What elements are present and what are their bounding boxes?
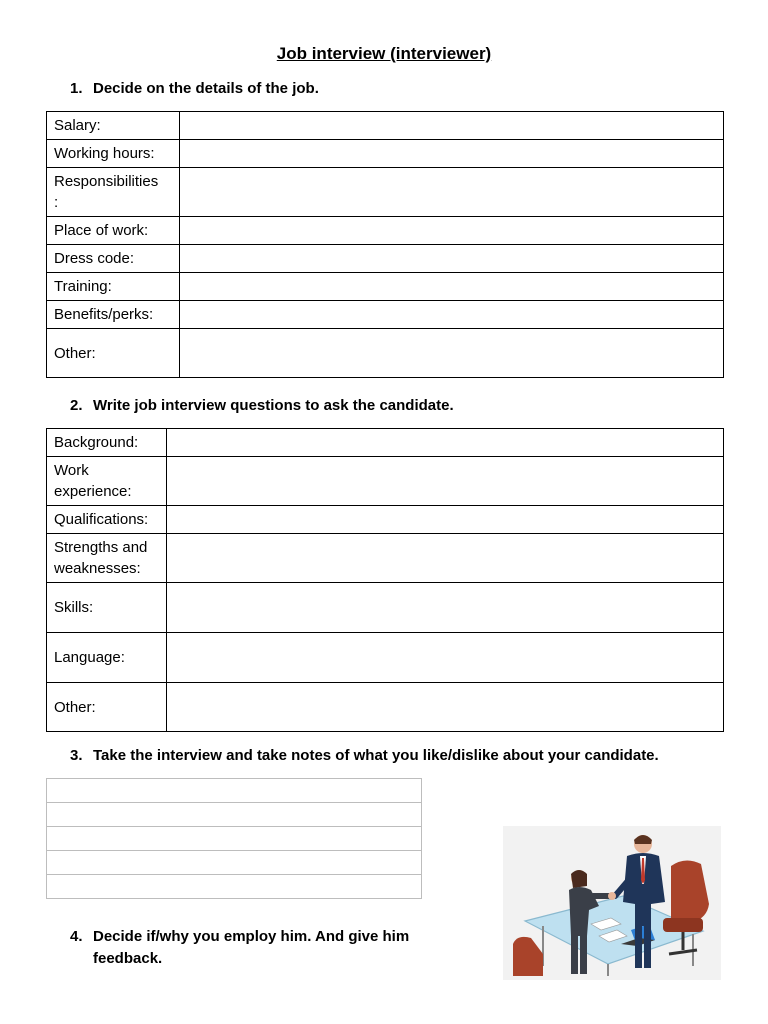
section-1-heading bbox=[70, 78, 319, 100]
table-row bbox=[47, 140, 724, 168]
row-label: Skills: bbox=[47, 583, 167, 633]
table-row bbox=[47, 827, 422, 851]
background-question-field[interactable] bbox=[167, 429, 724, 457]
notes-line[interactable] bbox=[47, 851, 422, 875]
table-row bbox=[47, 851, 422, 875]
table-row bbox=[47, 168, 724, 217]
place-of-work-field[interactable] bbox=[180, 217, 724, 245]
row-label-line: Responsibilities bbox=[54, 173, 159, 190]
table-row bbox=[47, 534, 724, 583]
section-2-heading bbox=[70, 395, 454, 417]
row-label bbox=[47, 534, 167, 583]
notes-table bbox=[46, 778, 422, 899]
row-label: Dress code: bbox=[47, 245, 180, 273]
table-row bbox=[47, 273, 724, 301]
row-label: Background: bbox=[47, 429, 167, 457]
table-row bbox=[47, 506, 724, 534]
table-row bbox=[47, 779, 422, 803]
table-row bbox=[47, 457, 724, 506]
section-number: 2. bbox=[70, 397, 83, 414]
table-row bbox=[47, 683, 724, 732]
section-number: 3. bbox=[70, 747, 83, 764]
row-label: Place of work: bbox=[47, 217, 180, 245]
other-details-field[interactable] bbox=[180, 329, 724, 378]
row-label: Working hours: bbox=[47, 140, 180, 168]
row-label-line: : bbox=[54, 194, 59, 211]
table-row bbox=[47, 301, 724, 329]
table-row bbox=[47, 245, 724, 273]
row-label: Training: bbox=[47, 273, 180, 301]
benefits-perks-field[interactable] bbox=[180, 301, 724, 329]
section-text: Decide on the details of the job. bbox=[93, 80, 319, 97]
row-label: Other: bbox=[47, 329, 180, 378]
row-label: Qualifications: bbox=[47, 506, 167, 534]
section-3-heading bbox=[70, 745, 659, 767]
table-row bbox=[47, 217, 724, 245]
salary-field[interactable] bbox=[180, 112, 724, 140]
other-question-field[interactable] bbox=[167, 683, 724, 732]
training-field[interactable] bbox=[180, 273, 724, 301]
table-row bbox=[47, 429, 724, 457]
section-4-heading bbox=[70, 926, 409, 970]
qualifications-question-field[interactable] bbox=[167, 506, 724, 534]
row-label: Salary: bbox=[47, 112, 180, 140]
row-label bbox=[47, 168, 180, 217]
responsibilities-field[interactable] bbox=[180, 168, 724, 217]
table-row bbox=[47, 803, 422, 827]
section-text: Take the interview and take notes of what you like/dislike about your candidate. bbox=[93, 747, 659, 764]
table-row bbox=[47, 329, 724, 378]
dress-code-field[interactable] bbox=[180, 245, 724, 273]
interview-questions-table bbox=[46, 428, 724, 732]
row-label: Language: bbox=[47, 633, 167, 683]
row-label: Other: bbox=[47, 683, 167, 732]
table-row bbox=[47, 875, 422, 899]
section-number: 1. bbox=[70, 80, 83, 97]
table-row bbox=[47, 583, 724, 633]
job-details-table bbox=[46, 111, 724, 378]
section-text: Write job interview questions to ask the candidate. bbox=[93, 397, 454, 414]
strengths-weaknesses-question-field[interactable] bbox=[167, 534, 724, 583]
row-label-line: Strengths and bbox=[54, 539, 148, 556]
notes-line[interactable] bbox=[47, 803, 422, 827]
work-experience-question-field[interactable] bbox=[167, 457, 724, 506]
working-hours-field[interactable] bbox=[180, 140, 724, 168]
notes-line[interactable] bbox=[47, 827, 422, 851]
row-label-line: experience: bbox=[54, 483, 132, 500]
business-handshake-illustration bbox=[503, 826, 721, 980]
table-row bbox=[47, 633, 724, 683]
table-row bbox=[47, 112, 724, 140]
handshake-icon bbox=[503, 826, 721, 980]
row-label: Benefits/perks: bbox=[47, 301, 180, 329]
row-label-line: weaknesses: bbox=[54, 560, 141, 577]
skills-question-field[interactable] bbox=[167, 583, 724, 633]
notes-line[interactable] bbox=[47, 875, 422, 899]
page-title: Job interview (interviewer) bbox=[276, 44, 492, 63]
section-text-line: feedback. bbox=[93, 950, 163, 967]
section-number: 4. bbox=[70, 928, 83, 945]
section-text-line: Decide if/why you employ him. And give him bbox=[93, 928, 410, 945]
notes-line[interactable] bbox=[47, 779, 422, 803]
row-label bbox=[47, 457, 167, 506]
language-question-field[interactable] bbox=[167, 633, 724, 683]
section-text bbox=[93, 926, 409, 970]
row-label-line: Work bbox=[54, 462, 89, 479]
